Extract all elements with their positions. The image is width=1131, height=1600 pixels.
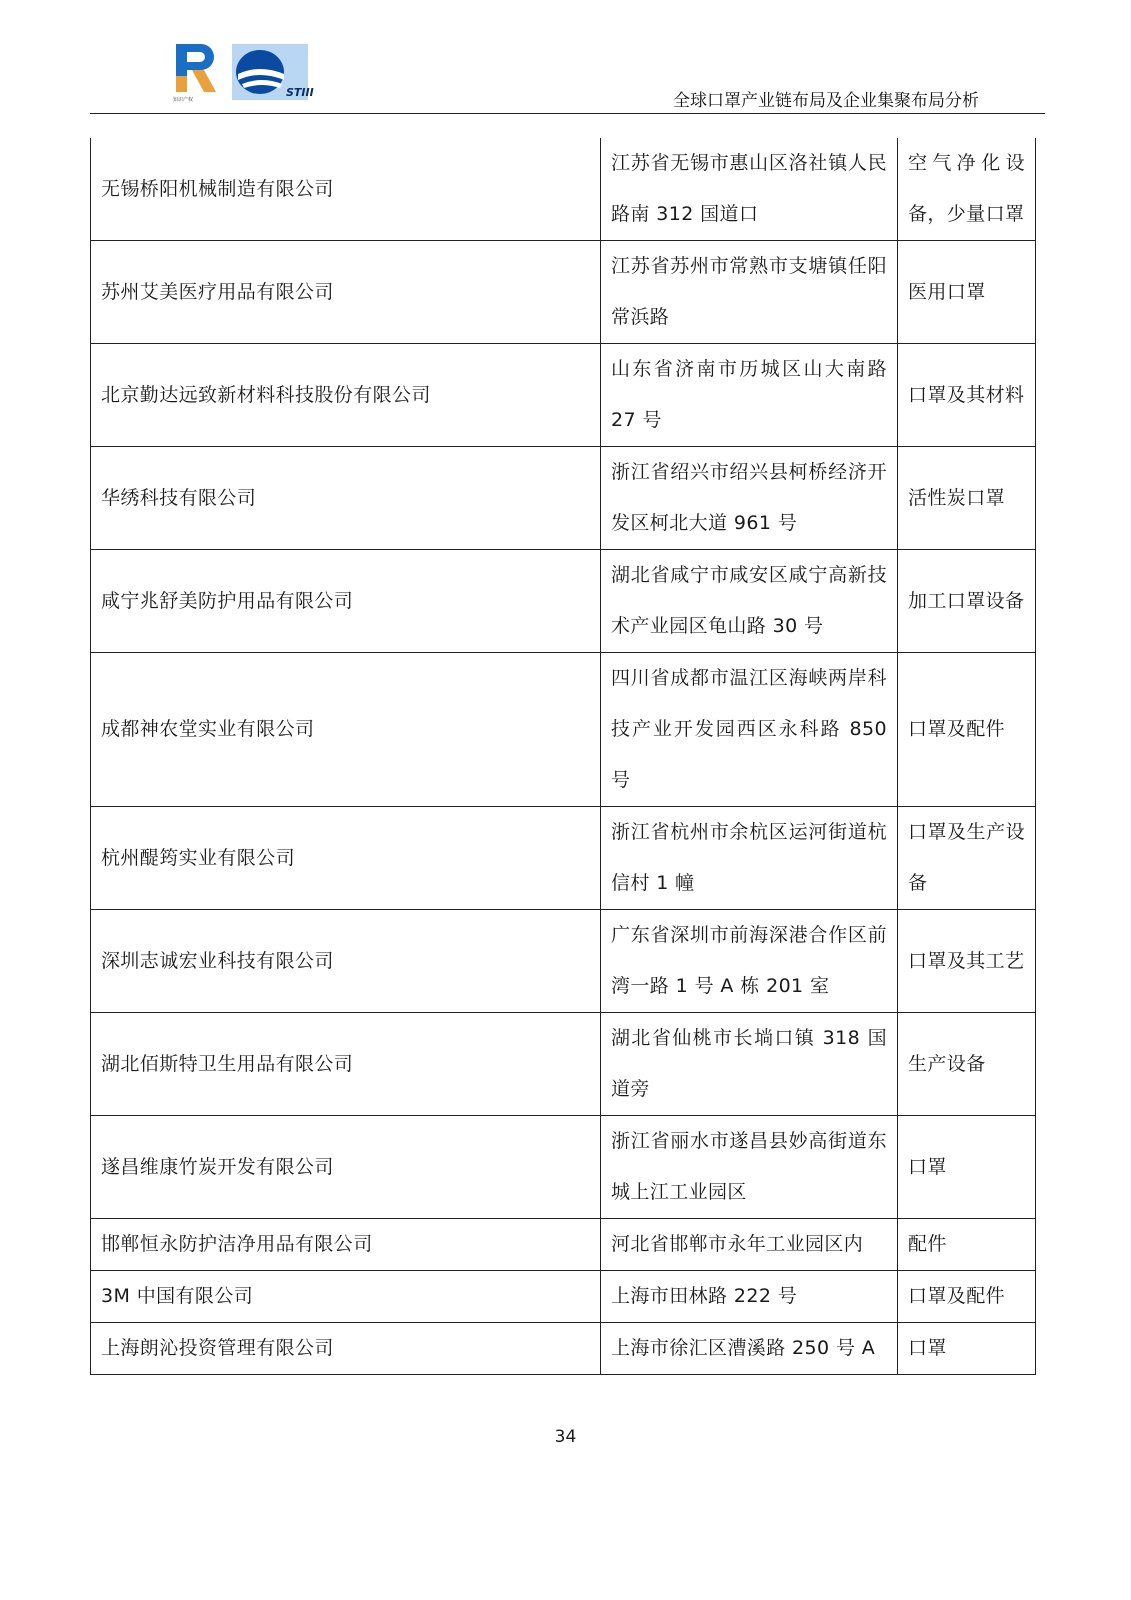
company-product-cell: 口罩及配件: [898, 653, 1036, 807]
company-table: [90, 138, 1036, 1375]
table-row: [91, 1219, 1036, 1271]
company-name-cell: 邯郸恒永防护洁净用品有限公司: [91, 1219, 601, 1271]
company-name-cell: 北京勤达远致新材料科技股份有限公司: [91, 344, 601, 447]
company-address-cell: 浙江省丽水市遂昌县妙高街道东城上江工业园区: [601, 1116, 898, 1219]
table-row: [91, 807, 1036, 910]
company-name-cell: 华绣科技有限公司: [91, 447, 601, 550]
company-name-cell: 遂昌维康竹炭开发有限公司: [91, 1116, 601, 1219]
page-number: 34: [554, 1427, 577, 1447]
company-product-cell: 口罩及配件: [898, 1271, 1036, 1323]
company-name-cell: 无锡桥阳机械制造有限公司: [91, 138, 601, 241]
svg-text:STIII: STIII: [286, 86, 314, 99]
company-name-cell: 上海朗沁投资管理有限公司: [91, 1323, 601, 1375]
globe-logo-icon: [232, 44, 314, 100]
table-row: [91, 1271, 1036, 1323]
logo-caption: 知识产权: [173, 97, 194, 103]
company-name-cell: 成都神农堂实业有限公司: [91, 653, 601, 807]
company-address-cell: 河北省邯郸市永年工业园区内: [601, 1219, 898, 1271]
company-name-cell: 湖北佰斯特卫生用品有限公司: [91, 1013, 601, 1116]
table-row: [91, 1323, 1036, 1375]
table-row: [91, 344, 1036, 447]
company-address-cell: 上海市田林路 222 号: [601, 1271, 898, 1323]
company-name-cell: 杭州醍筠实业有限公司: [91, 807, 601, 910]
company-product-cell: 空气净化设备，少量口罩: [898, 138, 1036, 241]
company-address-cell: 江苏省无锡市惠山区洛社镇人民路南 312 国道口: [601, 138, 898, 241]
company-address-cell: 浙江省杭州市余杭区运河街道杭信村 1 幢: [601, 807, 898, 910]
company-product-cell: 活性炭口罩: [898, 447, 1036, 550]
table-row: [91, 1116, 1036, 1219]
header-divider: [90, 113, 1045, 114]
table-row: [91, 138, 1036, 241]
company-product-cell: 加工口罩设备: [898, 550, 1036, 653]
company-name-cell: 苏州艾美医疗用品有限公司: [91, 241, 601, 344]
table-row: [91, 550, 1036, 653]
company-product-cell: 生产设备: [898, 1013, 1036, 1116]
table-row: [91, 653, 1036, 807]
table-row: [91, 447, 1036, 550]
company-name-cell: 深圳志诚宏业科技有限公司: [91, 910, 601, 1013]
company-address-cell: 江苏省苏州市常熟市支塘镇任阳常浜路: [601, 241, 898, 344]
company-product-cell: 口罩及其工艺: [898, 910, 1036, 1013]
company-address-cell: 上海市徐汇区漕溪路 250 号 A: [601, 1323, 898, 1375]
company-address-cell: 广东省深圳市前海深港合作区前湾一路 1 号 A 栋 201 室: [601, 910, 898, 1013]
company-address-cell: 湖北省仙桃市长埫口镇 318 国道旁: [601, 1013, 898, 1116]
document-title: 全球口罩产业链布局及企业集聚布局分析: [673, 91, 979, 111]
table-row: [91, 910, 1036, 1013]
company-product-cell: 口罩: [898, 1323, 1036, 1375]
company-product-cell: 口罩及其材料: [898, 344, 1036, 447]
company-address-cell: 山东省济南市历城区山大南路 27 号: [601, 344, 898, 447]
table-row: [91, 1013, 1036, 1116]
company-product-cell: 医用口罩: [898, 241, 1036, 344]
company-name-cell: 咸宁兆舒美防护用品有限公司: [91, 550, 601, 653]
page-header: [90, 38, 1045, 114]
company-product-cell: 口罩: [898, 1116, 1036, 1219]
company-address-cell: 浙江省绍兴市绍兴县柯桥经济开发区柯北大道 961 号: [601, 447, 898, 550]
company-address-cell: 四川省成都市温江区海峡两岸科技产业开发园西区永科路 850 号: [601, 653, 898, 807]
company-product-cell: 口罩及生产设备: [898, 807, 1036, 910]
company-name-cell: 3M 中国有限公司: [91, 1271, 601, 1323]
company-address-cell: 湖北省咸宁市咸安区咸宁高新技术产业园区龟山路 30 号: [601, 550, 898, 653]
company-product-cell: 配件: [898, 1219, 1036, 1271]
table-row: [91, 241, 1036, 344]
